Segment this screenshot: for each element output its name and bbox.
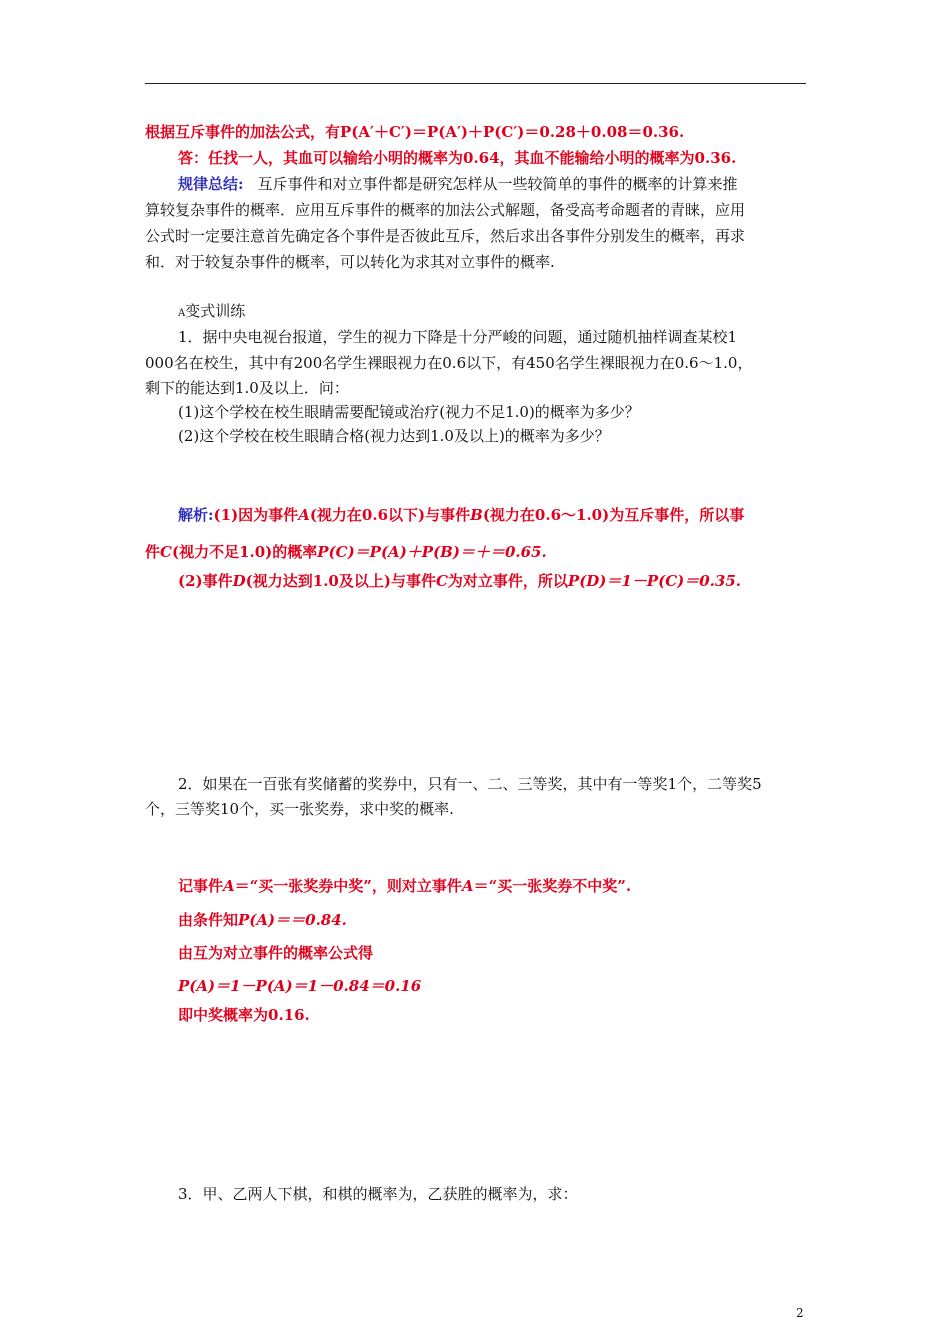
a1-line-2: 件C(视力不足1.0)的概率P(C)＝P(A)＋P(B)＝＋＝0.65.: [145, 543, 547, 561]
summary-line-4: 和．对于较复杂事件的概率，可以转化为求其对立事件的概率.: [145, 253, 555, 271]
answer-line-conclusion: 答：任找一人，其血可以输给小明的概率为0.64，其血不能输给小明的概率为0.36.: [178, 149, 737, 167]
a2-line-1: 记事件A＝“买一张奖券中奖”，则对立事件A＝“买一张奖券不中奖”.: [178, 877, 632, 895]
answer-line-formula: 根据互斥事件的加法公式，有P(A′＋C′)＝P(A′)＋P(C′)＝0.28＋0.08＝0.36.: [145, 123, 685, 141]
q2-line-2: 个，三等奖10个，买一张奖券，求中奖的概率.: [145, 800, 454, 818]
q2-line-1: 2．如果在一百张有奖储蓄的奖券中，只有一、二、三等奖，其中有一等奖1个，二等奖5: [178, 775, 762, 793]
a2-line-4: P(A)＝1－P(A)＝1－0.84＝0.16: [178, 977, 422, 995]
summary-label: 规律总结:: [178, 175, 244, 193]
section-title: A变式训练: [178, 302, 246, 320]
summary-line-1: 规律总结: 互斥事件和对立事件都是研究怎样从一些较简单的事件的概率的计算来推: [178, 175, 738, 193]
header-rule: [145, 83, 806, 84]
page-number: 2: [796, 1306, 804, 1320]
a2-line-2: 由条件知P(A)＝＝0.84.: [178, 911, 347, 929]
q1-sub-2: (2)这个学校在校生眼睛合格(视力达到1.0及以上)的概率为多少？: [178, 427, 610, 445]
section-prefix: A: [178, 308, 186, 319]
a1-line-1: 解析:(1)因为事件A(视力在0.6以下)与事件B(视力在0.6～1.0)为互斥事件，所以事: [178, 506, 745, 524]
analysis-label: 解析:: [178, 506, 214, 524]
summary-line-2: 算较复杂事件的概率．应用互斥事件的概率的加法公式解题，备受高考命题者的青睐，应用: [145, 201, 746, 219]
q1-line-1: 1．据中央电视台报道，学生的视力下降是十分严峻的问题，通过随机抽样调查某校1: [178, 328, 738, 346]
a2-line-5: 即中奖概率为0.16.: [178, 1006, 310, 1024]
q1-sub-1: (1)这个学校在校生眼睛需要配镜或治疗(视力不足1.0)的概率为多少？: [178, 403, 640, 421]
q1-line-2: 000名在校生，其中有200名学生裸眼视力在0.6以下，有450名学生裸眼视力在0.6～1.0，: [145, 354, 753, 372]
a2-line-3: 由互为对立事件的概率公式得: [178, 944, 374, 962]
a1-line-3: (2)事件D(视力达到1.0及以上)与事件C为对立事件，所以P(D)＝1－P(C)＝0.35.: [178, 572, 742, 590]
q1-line-3: 剩下的能达到1.0及以上．问：: [145, 379, 349, 397]
summary-line-3: 公式时一定要注意首先确定各个事件是否彼此互斥，然后求出各事件分别发生的概率，再求: [145, 227, 746, 245]
q3-line-1: 3．甲、乙两人下棋，和棋的概率为，乙获胜的概率为，求：: [178, 1185, 578, 1203]
